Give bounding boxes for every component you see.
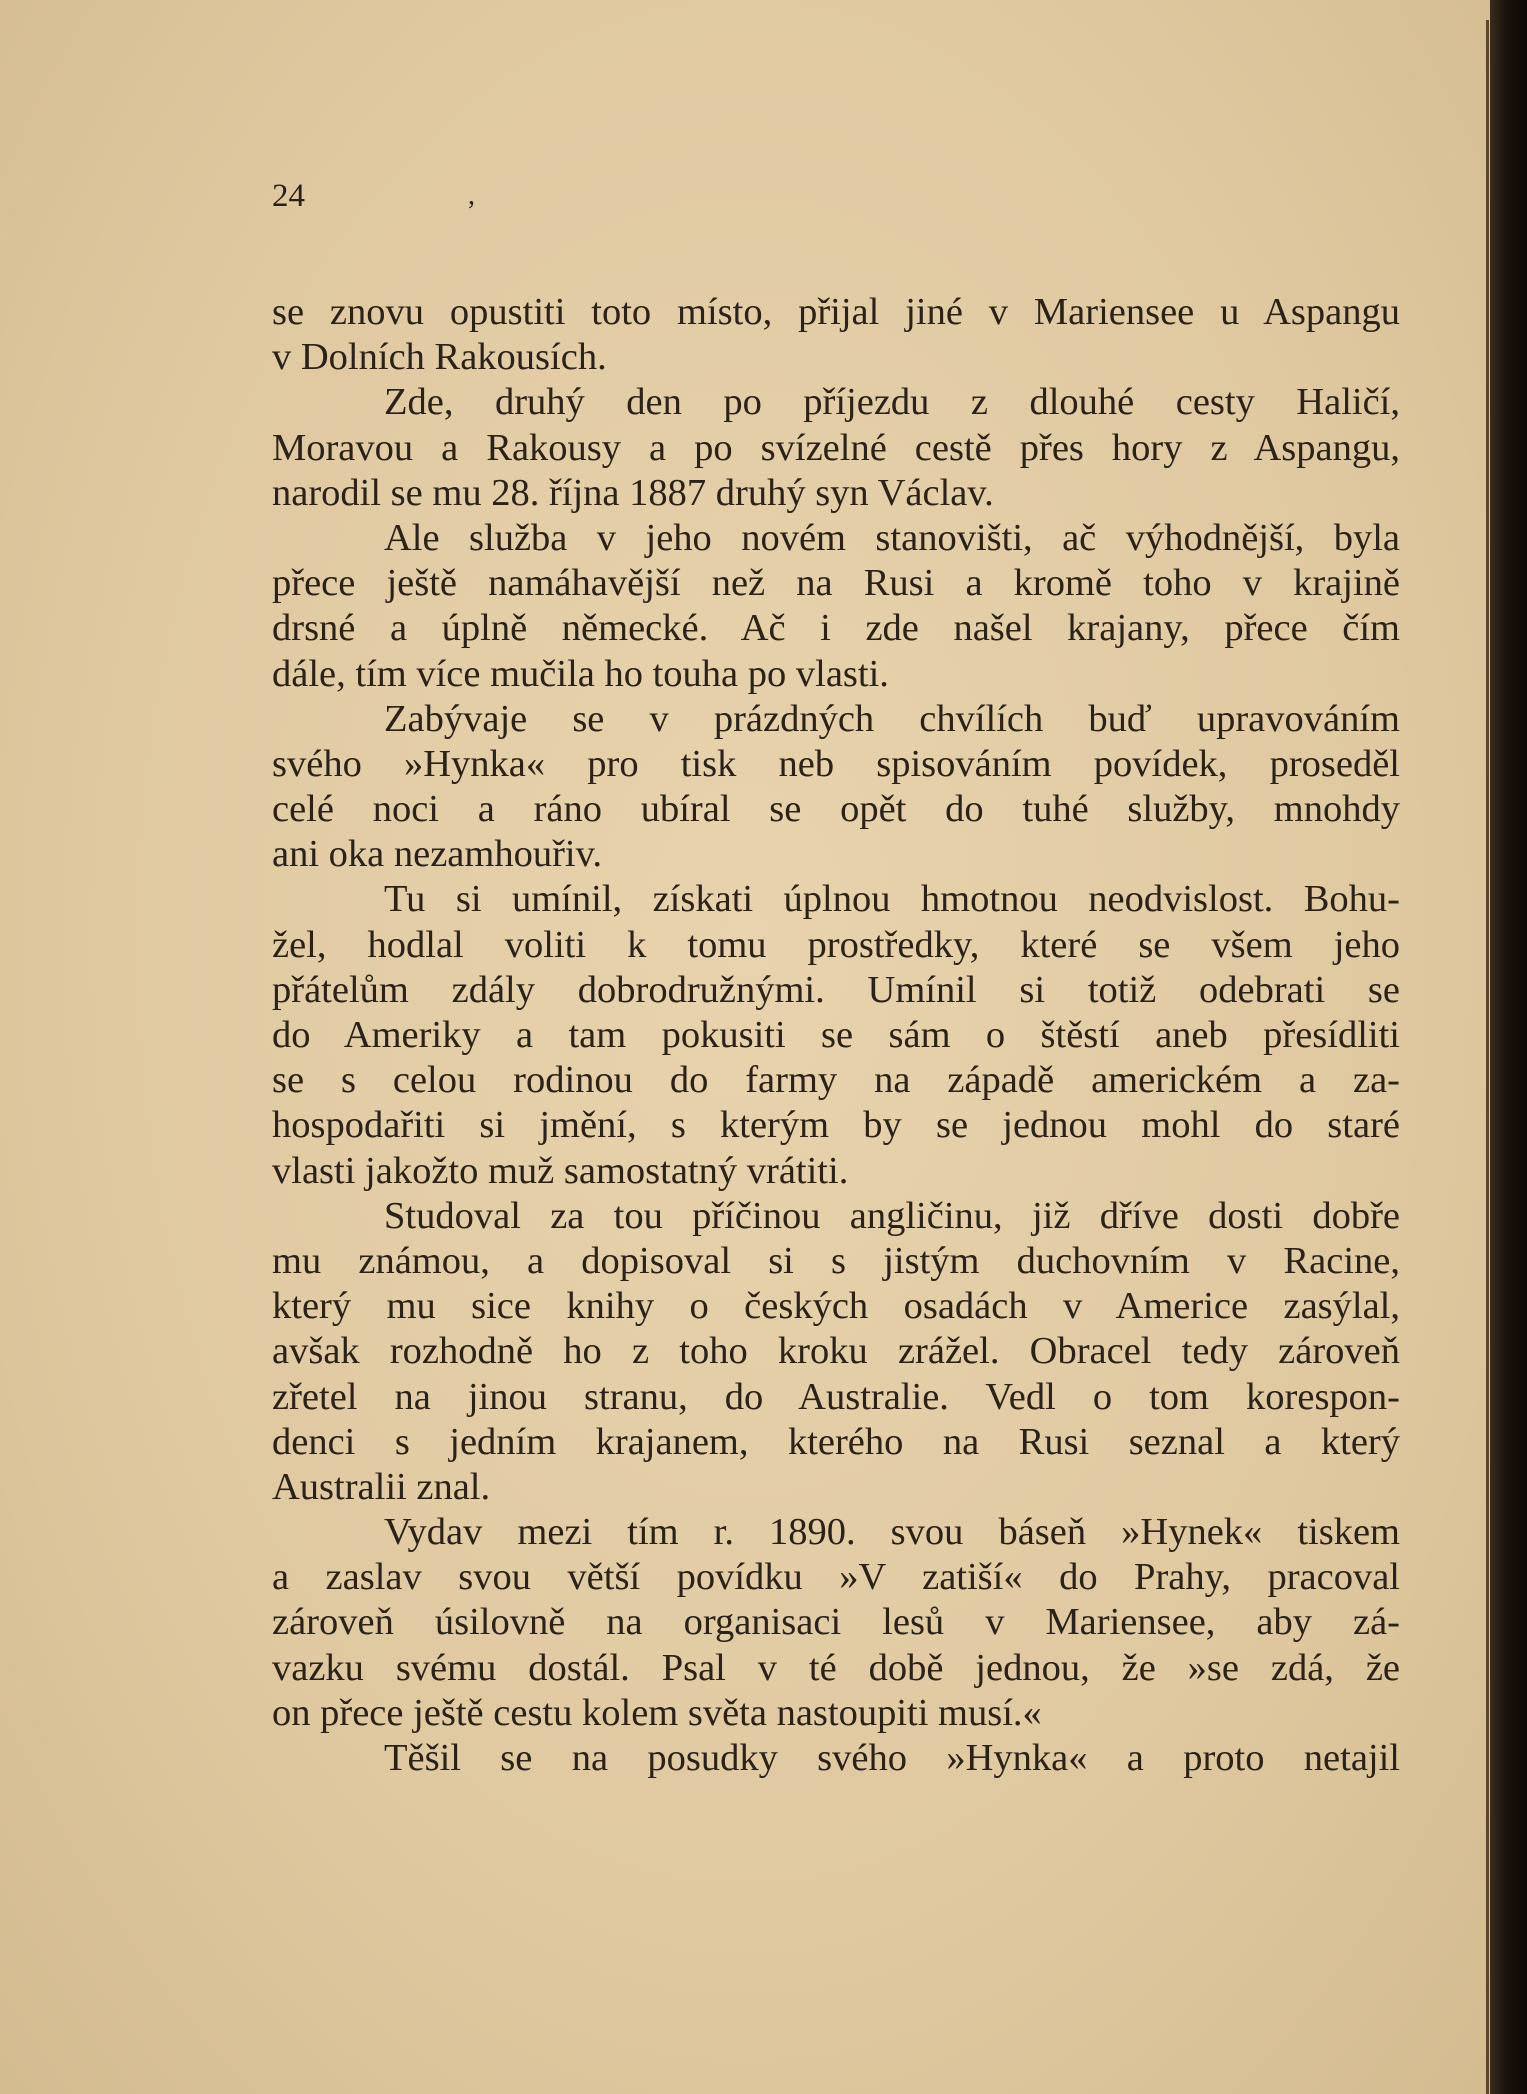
- page-mark: ,: [468, 180, 475, 211]
- text-line: Australii znal.: [272, 1465, 491, 1508]
- text-line: celé noci a ráno ubíral se opět do tuhé služby, mnohdy: [272, 788, 1400, 831]
- text-line: v Dolních Rakousích.: [272, 336, 607, 379]
- text-line: vazku svému dostál. Psal v té době jednou, že »se zdá, že: [272, 1646, 1400, 1689]
- text-line: vlasti jakožto muž samostatný vrátiti.: [272, 1149, 849, 1192]
- text-line: Ale služba v jeho novém stanovišti, ač výhodnější, byla: [384, 516, 1400, 559]
- text-line: a zaslav svou větší povídku »V zatiší« do Prahy, pracoval: [272, 1556, 1400, 1599]
- body-text: [272, 290, 1400, 1781]
- text-line: Těšil se na posudky svého »Hynka« a proto netajil: [384, 1737, 1400, 1779]
- text-line: žel, hodlal voliti k tomu prostředky, které se všem jeho: [272, 923, 1400, 966]
- text-line: přece ještě namáhavější než na Rusi a kromě toho v krajině: [272, 562, 1400, 605]
- text-line: se znovu opustiti toto místo, přijal jiné v Mariensee u Aspangu: [272, 291, 1400, 333]
- page-number: 24: [272, 178, 305, 214]
- text-line: denci s jedním krajanem, kterého na Rusi seznal a který: [272, 1420, 1400, 1463]
- text-line: Tu si umínil, získati úplnou hmotnou neodvislost. Bohu-: [384, 878, 1400, 921]
- text-line: on přece ještě cestu kolem světa nastoupiti musí.«: [272, 1691, 1042, 1734]
- text-line: Zde, druhý den po příjezdu z dlouhé cesty Haličí,: [384, 381, 1400, 424]
- text-line: svého »Hynka« pro tisk neb spisováním povídek, proseděl: [272, 742, 1400, 785]
- text-line: hospodařiti si jmění, s kterým by se jednou mohl do staré: [272, 1104, 1400, 1147]
- page-edge-line: [1486, 20, 1489, 2094]
- text-line: avšak rozhodně ho z toho kroku zrážel. Obracel tedy zároveň: [272, 1330, 1400, 1373]
- text-line: ani oka nezamhouřiv.: [272, 833, 602, 876]
- text-line: zároveň úsilovně na organisaci lesů v Mariensee, aby zá-: [272, 1601, 1400, 1644]
- text-line: který mu sice knihy o českých osadách v Americe zasýlal,: [272, 1285, 1400, 1328]
- book-spine: [1490, 0, 1527, 2094]
- text-line: zřetel na jinou stranu, do Australie. Vedl o tom korespon-: [272, 1375, 1400, 1418]
- text-line: Vydav mezi tím r. 1890. svou báseň »Hynek« tiskem: [384, 1511, 1400, 1554]
- text-line: drsné a úplně německé. Ač i zde našel krajany, přece čím: [272, 607, 1400, 650]
- text-line: se s celou rodinou do farmy na západě americkém a za-: [272, 1059, 1400, 1102]
- text-line: mu známou, a dopisoval si s jistým duchovním v Racine,: [272, 1239, 1400, 1282]
- text-line: Studoval za tou příčinou angličinu, již dříve dosti dobře: [384, 1194, 1400, 1237]
- text-line: Zabývaje se v prázdných chvílích buď upravováním: [384, 697, 1400, 740]
- text-line: dále, tím více mučila ho touha po vlasti.: [272, 652, 889, 695]
- text-line: narodil se mu 28. října 1887 druhý syn Václav.: [272, 471, 994, 514]
- text-line: Moravou a Rakousy a po svízelné cestě přes hory z Aspangu,: [272, 426, 1400, 469]
- text-line: přátelům zdály dobrodružnými. Umínil si totiž odebrati se: [272, 968, 1400, 1011]
- text-line: do Ameriky a tam pokusiti se sám o štěstí aneb přesídliti: [272, 1014, 1400, 1056]
